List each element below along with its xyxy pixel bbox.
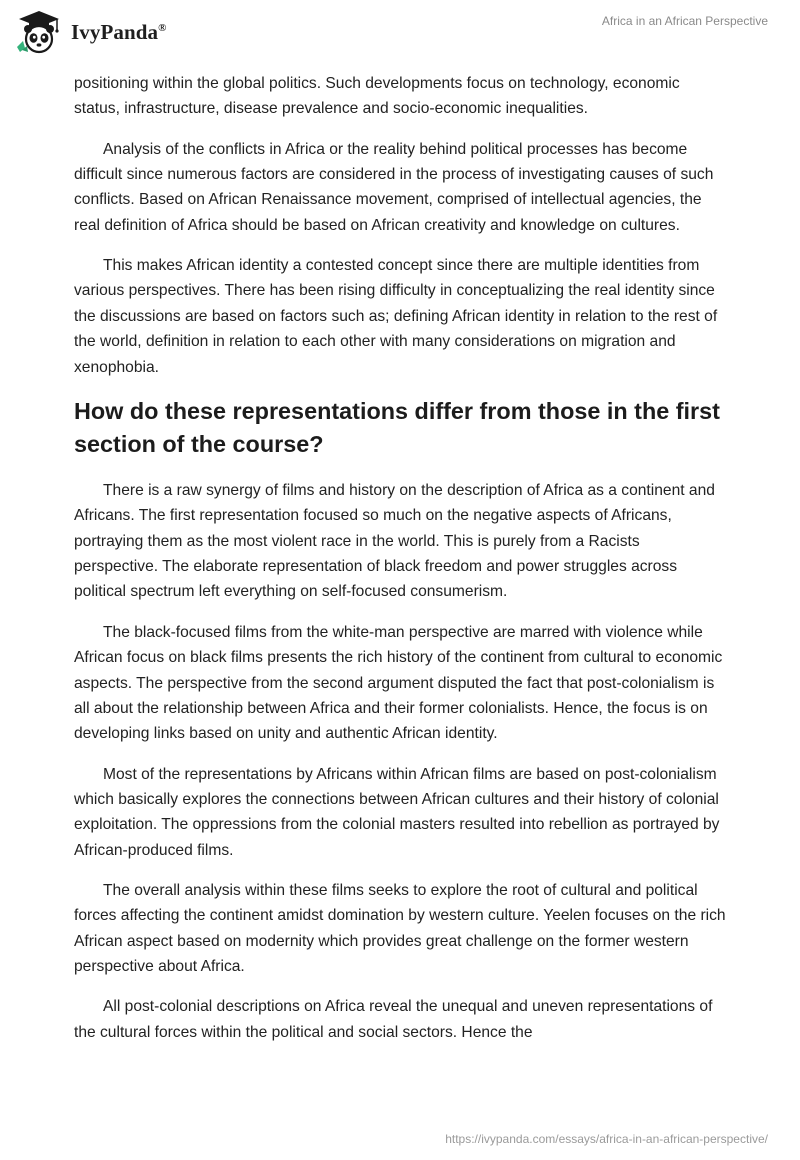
paragraph: positioning within the global politics. Such developments focus on technology, economic status, infrastructure, disease prevalence and socio-economic inequalities. (74, 75, 680, 118)
brand-name: IvyPanda® (71, 19, 167, 44)
section-heading: How do these representations differ from those in the first section of the course? (74, 397, 720, 458)
document-title: Africa in an African Perspective (601, 14, 768, 28)
logo[interactable] (14, 8, 167, 54)
paragraph: The black-focused films from the white-man perspective are marred with violence while African focus on black films presents the rich history of the continent from cultural to economic aspects. The perspective from the second argument disputed the fact that post-colonialism is all about the relationship between Africa and their former colonialists. Hence, the focus is on developing links based on unity and authentic African identity. (74, 623, 723, 743)
source-url[interactable]: https://ivypanda.com/essays/africa-in-an-african-perspective/ (445, 1132, 768, 1146)
paragraph: This makes African identity a contested concept since there are multiple identities from various perspectives. There has been rising difficulty in conceptualizing the real identity since the discussions are based on factors such as; defining African identity in relation to the rest of the world, definition in relation to each other with many considerations on migration and xenophobia. (74, 257, 718, 376)
paragraph: Analysis of the conflicts in Africa or the reality behind political processes has become difficult since numerous factors are considered in the process of investigating causes of such conflicts. Based on African Renaissance movement, comprised of intellectual agencies, the real definition of Africa should be based on African creativity and knowledge on cultures. (74, 140, 714, 234)
page-header (0, 0, 800, 70)
panda-graduate-icon (14, 8, 64, 54)
paragraph: There is a raw synergy of films and history on the description of Africa as a continent and Africans. The first representation focused so much on the negative aspects of Africans, portraying them as the most violent race in the world. This is purely from a Racists perspective. The elaborate representation of black freedom and power struggles across political spectrum left everything on self-focused consumerism. (74, 481, 715, 601)
article-body (74, 71, 726, 1060)
paragraph: All post-colonial descriptions on Africa reveal the unequal and uneven representations of the cultural forces within the political and social sectors. Hence the (74, 998, 713, 1041)
paragraph: Most of the representations by Africans within African films are based on post-colonialism which basically explores the connections between African cultures and their history of colonial exploitation. The oppressions from the colonial masters resulted into rebellion as portrayed by African-produced films. (74, 765, 720, 859)
paragraph: The overall analysis within these films seeks to explore the root of cultural and political forces affecting the continent amidst domination by western culture. Yeelen focuses on the rich African aspect based on modernity which provides great challenge on the former western perspective about Africa. (74, 881, 726, 976)
